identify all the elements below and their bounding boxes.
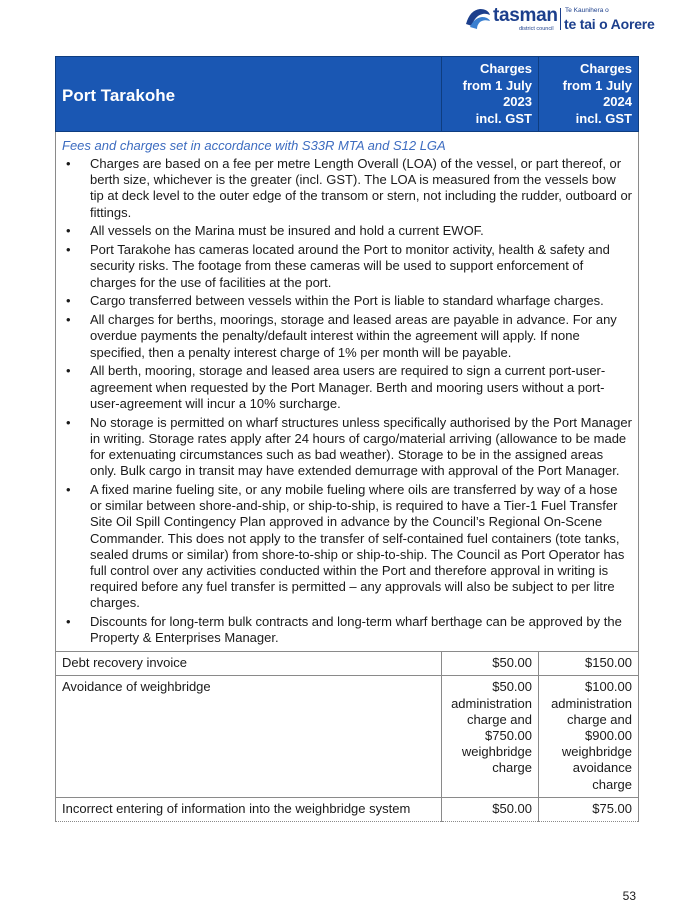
list-item: • A fixed marine fueling site, or any mobile fueling where oils are transferred by way of a hose or similar between shore-and-ship, or ship-to-ship, is required to have a Tier-1 Fuel Transfer Site Oil Spill Contingency Plan approved in advance by the Council’s Regional On-Scene Commander. This does not apply to the transfer of self-contained fuel containers (tote tanks, sealed drums or similar) from shore-to-ship or ship-to-ship. The Council as Port Operator has full control over any activities conducted within the Port and therefore approval in writing is required before any fuel transfer is permitted – any approvals will also be subject to per litre charges. bbox=[66, 482, 625, 611]
row-charge-2024: $100.00 administration charge and $900.00 weighbridge avoidance charge bbox=[539, 676, 639, 797]
list-item: • Discounts for long-term bulk contracts and long-term wharf berthage can be approved by the Property & Enterprises Manager. bbox=[66, 614, 622, 646]
logo-maori-name: te tai o Aorere bbox=[564, 16, 655, 32]
row-item: Incorrect entering of information into the weighbridge system bbox=[56, 797, 442, 821]
table-row bbox=[56, 652, 639, 676]
row-item: Debt recovery invoice bbox=[56, 652, 442, 676]
wave-logo-icon bbox=[464, 6, 492, 32]
header-charges-2024: Charges from 1 July 2024 incl. GST bbox=[539, 57, 639, 132]
table-row bbox=[56, 676, 639, 797]
list-item: • All vessels on the Marina must be insured and hold a current EWOF. bbox=[66, 223, 484, 239]
fees-table bbox=[55, 56, 639, 822]
list-item: • Port Tarakohe has cameras located around the Port to monitor activity, health & safety and security risks. The footage from these cameras will be used to support enforcement of charges for the use of facilities at the port. bbox=[66, 242, 610, 290]
conditions-list bbox=[62, 156, 632, 647]
row-charge-2024: $75.00 bbox=[539, 797, 639, 821]
list-item: • All charges for berths, moorings, storage and leased areas are payable in advance. For any overdue payments the penalty/default interest within the agreement will apply. If none specified, then a penalty interest charge of 1% per month will be payable. bbox=[66, 312, 617, 360]
fees-table-container bbox=[55, 56, 638, 822]
table-row bbox=[56, 797, 639, 821]
notes-row bbox=[56, 132, 639, 652]
logo-maori-prefix: Te Kaunihera o bbox=[565, 7, 609, 14]
list-item: • Charges are based on a fee per metre Length Overall (LOA) of the vessel, or part thereof, or berth size, whichever is the greater (incl. GST). The LOA is measured from the vessels bow tip at deck level to the outer edge of the transom or stern, not including the rudder, outboard or fittings. bbox=[66, 156, 633, 220]
notes-cell bbox=[56, 132, 639, 652]
header-charges-2023: Charges from 1 July 2023 incl. GST bbox=[442, 57, 539, 132]
logo-divider bbox=[560, 8, 561, 30]
council-logo bbox=[464, 4, 664, 34]
page-number: 53 bbox=[622, 889, 636, 903]
row-charge-2023: $50.00 administration charge and $750.00 weighbridge charge bbox=[442, 676, 539, 797]
row-item: Avoidance of weighbridge bbox=[56, 676, 442, 797]
row-charge-2023: $50.00 bbox=[442, 652, 539, 676]
logo-wordmark: tasman bbox=[493, 5, 558, 26]
row-charge-2023: $50.00 bbox=[442, 797, 539, 821]
logo-subtitle: district council bbox=[519, 26, 554, 32]
list-item: • All berth, mooring, storage and leased area users are required to sign a current port-user-agreement when requested by the Port Manager. Berth and mooring users without a port-user-agreement will incur a 10% surcharge. bbox=[66, 363, 606, 411]
list-item: • No storage is permitted on wharf structures unless specifically authorised by the Port Manager in writing. Storage rates apply after 24 hours of cargo/material arriving (allowance to be made for extenuating circumstances such as bad weather). Storage to be in the assigned areas only. Bulk cargo in transit may have extended demurrage with approval of the Port Manager. bbox=[66, 414, 632, 479]
fees-subheading: Fees and charges set in accordance with S33R MTA and S12 LGA bbox=[62, 138, 446, 153]
table-header-row bbox=[56, 57, 639, 132]
list-item: • Cargo transferred between vessels within the Port is liable to standard wharfage charges. bbox=[66, 293, 604, 309]
row-charge-2024: $150.00 bbox=[539, 652, 639, 676]
table-title: Port Tarakohe bbox=[56, 57, 442, 132]
